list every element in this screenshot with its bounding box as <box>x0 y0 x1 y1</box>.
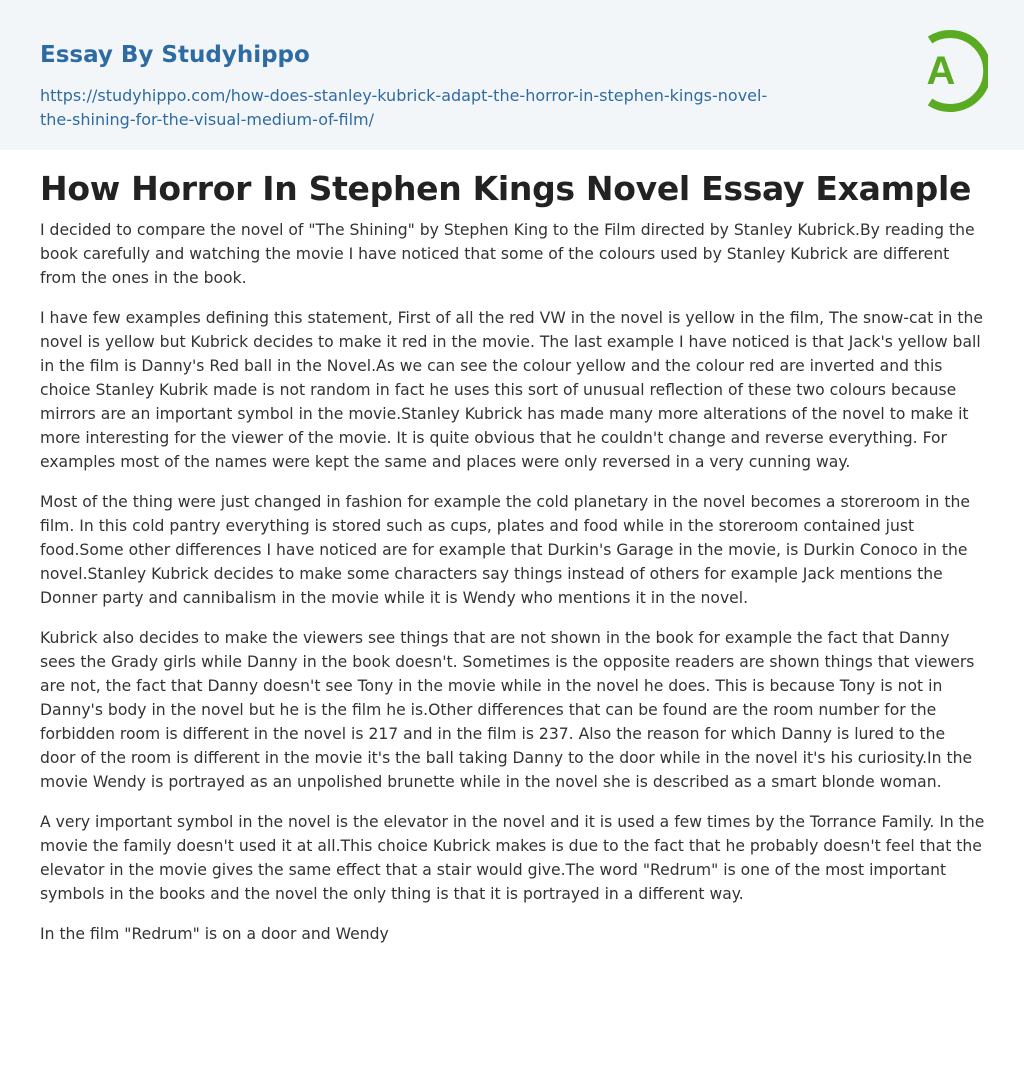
article <box>0 171 1024 946</box>
essay-paragraph-4: Kubrick also decides to make the viewers see things that are not shown in the book for example the fact that Danny sees the Grady girls while Danny in the book doesn't. Sometimes is the opposite readers are shown things that viewers are not, the fact that Danny doesn't see Tony in the movie while in the novel he does. This is because Tony is not in Danny's body in the novel but he is the film he is.Other differences that can be found are the room number for the forbidden room is different in the novel is 217 and in the film is 237. Also the reason for which Danny is lured to the door of the room is different in the movie it's the ball taking Danny to the door while in the novel it's his curiosity.In the movie Wendy is portrayed as an unpolished brunette while in the novel she is described as a smart blonde woman. <box>40 629 975 791</box>
source-url-line-1[interactable]: https://studyhippo.com/how-does-stanley-kubrick-adapt-the-horror-in-stephen-kings-novel- <box>40 86 768 105</box>
essay-paragraph-6: In the film "Redrum" is on a door and Wendy <box>40 925 389 943</box>
essay-paragraph-1: I decided to compare the novel of "The Shining" by Stephen King to the Film directed by Stanley Kubrick.By reading the book carefully and watching the movie I have noticed that some of the colours used by Stanley Kubrick are different from the ones in the book. <box>40 221 975 287</box>
source-url-link[interactable] <box>40 84 810 132</box>
source-url-line-2[interactable]: the-shining-for-the-visual-medium-of-film/ <box>40 110 375 129</box>
essay-title: How Horror In Stephen Kings Novel Essay Example <box>40 169 972 208</box>
site-header <box>0 0 1024 150</box>
essay-paragraph-5: A very important symbol in the novel is the elevator in the novel and it is used a few times by the Torrance Family. In the movie the family doesn't used it at all.This choice Kubrick makes is due to the fact that he probably doesn't feel that the elevator in the movie gives the same effect that a stair would give.The word "Redrum" is one of the most important symbols in the books and the novel the only thing is that it is portrayed in a different way. <box>40 813 985 903</box>
logo-letter: A <box>926 49 956 93</box>
essay-paragraph-3: Most of the thing were just changed in fashion for example the cold planetary in the novel becomes a storeroom in the film. In this cold pantry everything is stored such as cups, plates and food while in the storeroom contained just food.Some other differences I have noticed are for example that Durkin's Garage in the movie, is Durkin Conoco in the novel.Stanley Kubrick decides to make some characters say things instead of others for example Jack mentions the Donner party and cannibalism in the movie while it is Wendy who mentions it in the novel. <box>40 493 970 607</box>
site-brand[interactable]: Essay By Studyhippo <box>40 42 310 68</box>
studyhippo-logo-icon[interactable] <box>910 28 988 116</box>
essay-paragraph-2: I have few examples defining this statement, First of all the red VW in the novel is yellow in the film, The snow-cat in the novel is yellow but Kubrick decides to make it red in the movie. The last example I have noticed is that Jack's yellow ball in the film is Danny's Red ball in the Novel.As we can see the colour yellow and the colour red are inverted and this choice Stanley Kubrik made is not random in fact he uses this sort of unusual reflection of these two colours because mirrors are an important symbol in the movie.Stanley Kubrick has made many more alterations of the novel to make it more interesting for the viewer of the movie. It is quite obvious that he couldn't change and reverse everything. For examples most of the names were kept the same and places were only reversed in a very cunning way. <box>40 309 983 471</box>
